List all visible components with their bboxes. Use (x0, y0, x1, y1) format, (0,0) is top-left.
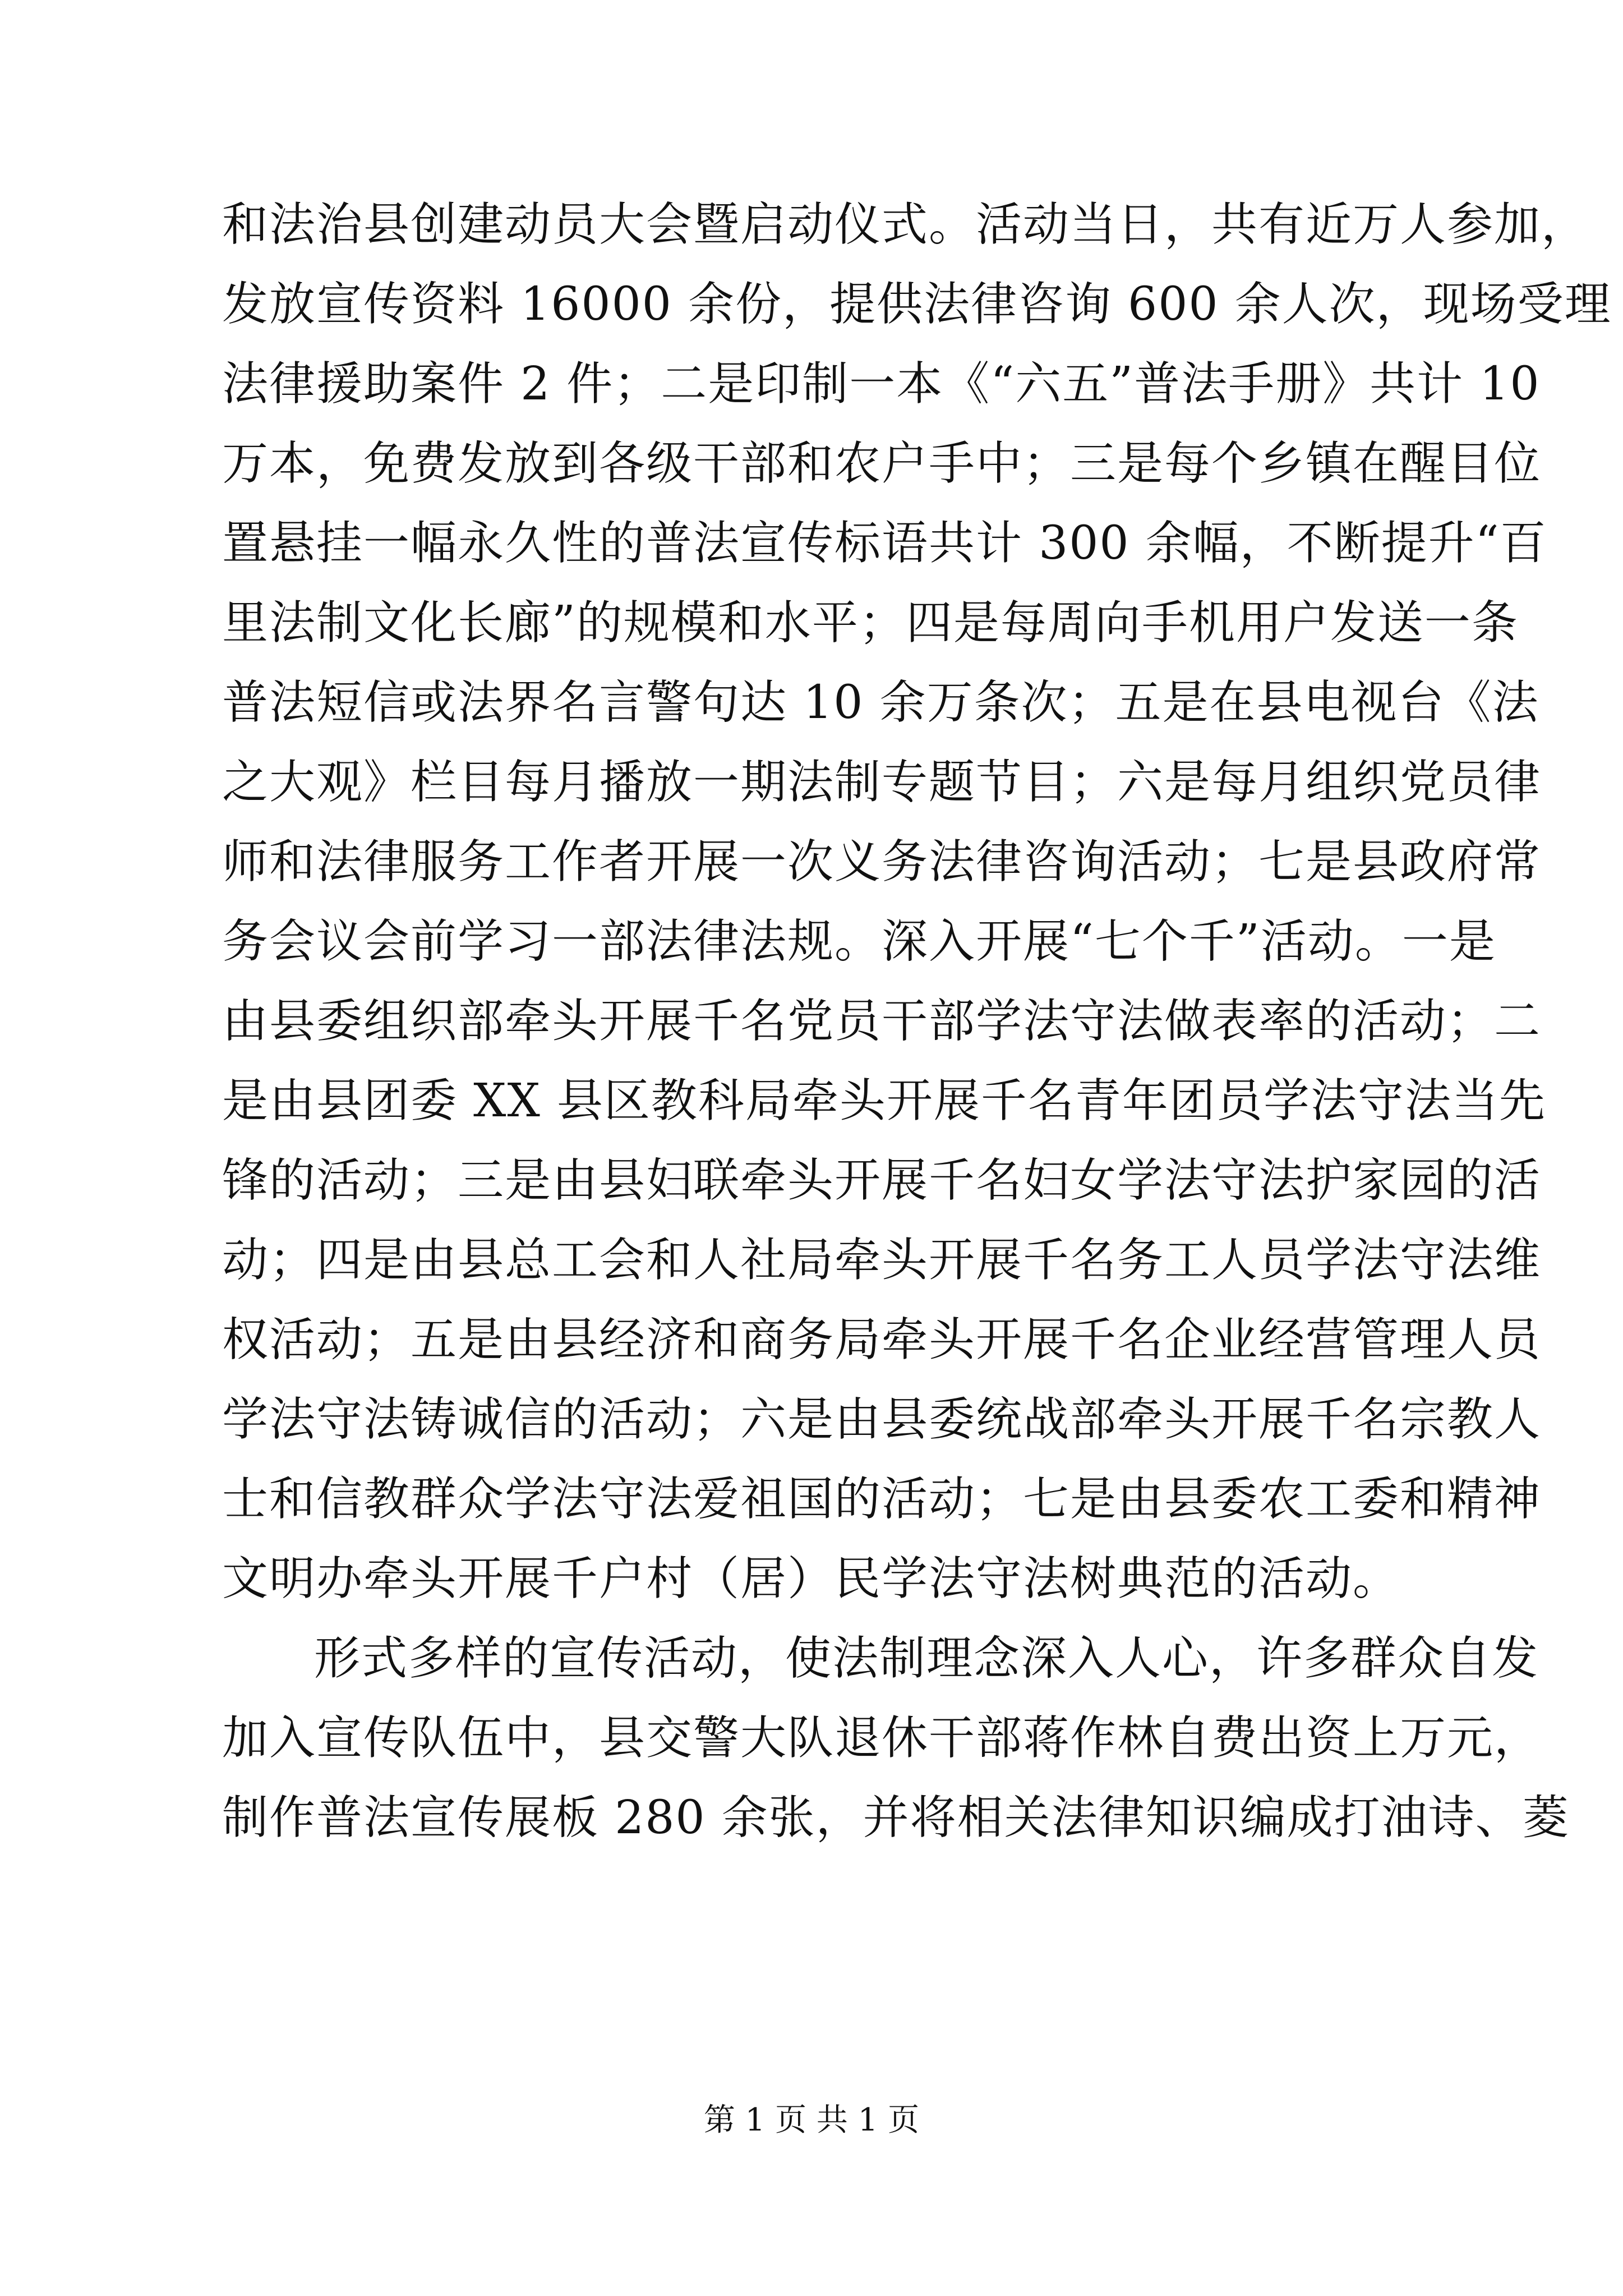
text-line: 置悬挂一幅永久性的普法宣传标语共计 300 余幅，不断提升“百 (222, 517, 1547, 570)
text-line: 权活动；五是由县经济和商务局牵头开展千名企业经营管理人员 (222, 1313, 1542, 1366)
body-text (222, 185, 1612, 1858)
paragraph (222, 1619, 1570, 1858)
text-line: 发放宣传资料 16000 余份，提供法律咨询 600 余人次，现场受理 (222, 278, 1612, 331)
text-line: 普法短信或法界名言警句达 10 余万条次；五是在县电视台《法 (222, 676, 1539, 729)
text-line: 学法守法铸诚信的活动；六是由县委统战部牵头开展千名宗教人 (222, 1393, 1542, 1446)
text-line: 文明办牵头开展千户村（居）民学法守法树典范的活动。 (222, 1552, 1400, 1605)
text-line: 法律援助案件 2 件；二是印制一本《“六五”普法手册》共计 10 (222, 357, 1541, 411)
text-line: 万本，免费发放到各级干部和农户手中；三是每个乡镇在醒目位 (222, 437, 1542, 490)
text-line: 动；四是由县总工会和人社局牵头开展千名务工人员学法守法维 (222, 1234, 1542, 1287)
text-line: 士和信教群众学法守法爱祖国的活动；七是由县委农工委和精神 (222, 1473, 1542, 1526)
paragraph (222, 185, 1612, 1619)
text-line: 和法治县创建动员大会暨启动仪式。活动当日，共有近万人参加， (222, 198, 1589, 251)
text-line: 是由县团委 XX 县区教科局牵头开展千名青年团员学法守法当先 (222, 1074, 1546, 1128)
page-footer: 第 1 页 共 1 页 (703, 2102, 920, 2138)
text-line: 务会议会前学习一部法律法规。深入开展“七个千”活动。一是 (222, 915, 1496, 968)
text-line: 由县委组织部牵头开展千名党员干部学法守法做表率的活动；二 (222, 995, 1542, 1048)
text-line: 里法制文化长廊”的规模和水平；四是每周向手机用户发送一条 (222, 596, 1519, 650)
text-line: 形式多样的宣传活动，使法制理念深入人心，许多群众自发 (314, 1632, 1539, 1685)
text-line: 加入宣传队伍中，县交警大队退休干部蒋作林自费出资上万元， (222, 1711, 1542, 1765)
text-line: 制作普法宣传展板 280 余张，并将相关法律知识编成打油诗、菱 (222, 1791, 1570, 1844)
text-line: 锋的活动；三是由县妇联牵头开展千名妇女学法守法护家园的活 (222, 1154, 1542, 1207)
text-line: 之大观》栏目每月播放一期法制专题节目；六是每月组织党员律 (222, 756, 1542, 809)
text-line: 师和法律服务工作者开展一次义务法律咨询活动；七是县政府常 (222, 835, 1542, 889)
